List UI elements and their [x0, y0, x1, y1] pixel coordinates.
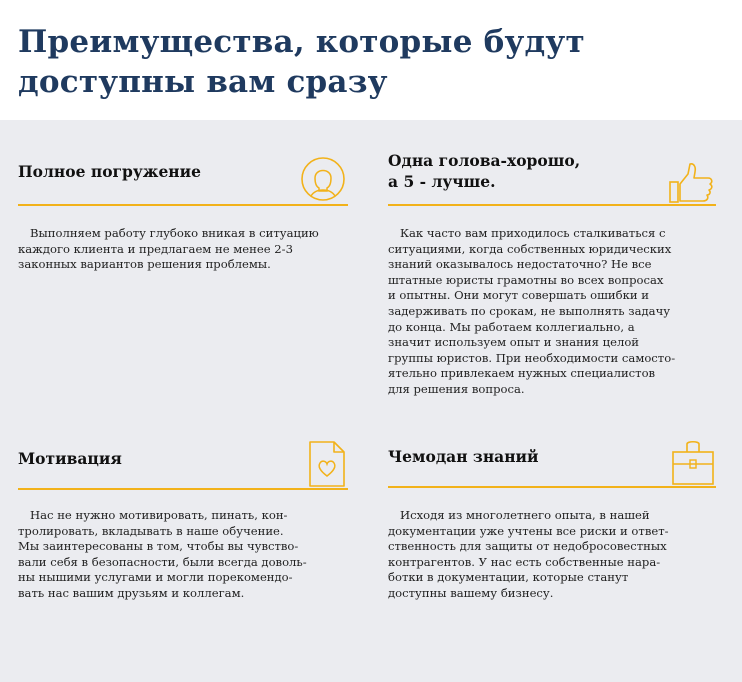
- card-title: Мотивация: [18, 449, 122, 468]
- card-divider: [18, 204, 348, 206]
- advantages-section: [0, 120, 742, 682]
- card-full-immersion: [18, 156, 348, 296]
- page-title: Преимущества, которые будут доступны вам сразу: [18, 24, 585, 100]
- card-team-approach: [388, 150, 718, 410]
- card-divider: [388, 486, 716, 488]
- heart-document-icon: [308, 440, 346, 488]
- card-title: Одна голова-хорошо, а 5 - лучше.: [388, 151, 581, 191]
- card-text: Нас не нужно мотивировать, пинать, кон- тролировать, вкладывать в наше обучение. Мы заинтересованы в том, чтобы вы чувство- вали себя в безопасности, были всегда доволь- ны нышими услугами и могли порекомендо- вать нас вашим друзьям и коллегам.: [18, 508, 307, 600]
- card-motivation: [18, 438, 348, 618]
- card-title: Полное погружение: [18, 162, 202, 181]
- card-title: Чемодан знаний: [388, 447, 539, 466]
- suitcase-icon: [670, 438, 716, 486]
- card-divider: [18, 488, 348, 490]
- card-text: Как часто вам приходилось сталкиваться с ситуациями, когда собственных юридических знаний оказывалось недостаточно? Не все штатные юристы грамотны во всех вопросах и опытны. Они могут совершать ошибки и задерживать по срокам, не выполнять задачу до конца. Мы работаем коллегиально, а значит используем опыт и знания целой группы юристов. При необходимости самосто- ятельно привлекаем нужных специалистов для решения вопроса.: [388, 226, 676, 396]
- card-text: Выполняем работу глубоко вникая в ситуацию каждого клиента и предлагаем не менее 2-3 законных вариантов решения проблемы.: [18, 226, 319, 272]
- card-knowledge-suitcase: [388, 438, 718, 618]
- thumbs-up-icon: [668, 160, 716, 204]
- card-text: Исходя из многолетнего опыта, в нашей документации уже учтены все риски и ответ- ственность для защиты от недобросовестных контрагентов. У нас есть собственные нара- ботки в документации, которые станут доступны вашему бизнесу.: [388, 508, 669, 600]
- header: [0, 0, 742, 120]
- card-divider: [388, 204, 716, 206]
- woman-avatar-icon: [300, 156, 346, 202]
